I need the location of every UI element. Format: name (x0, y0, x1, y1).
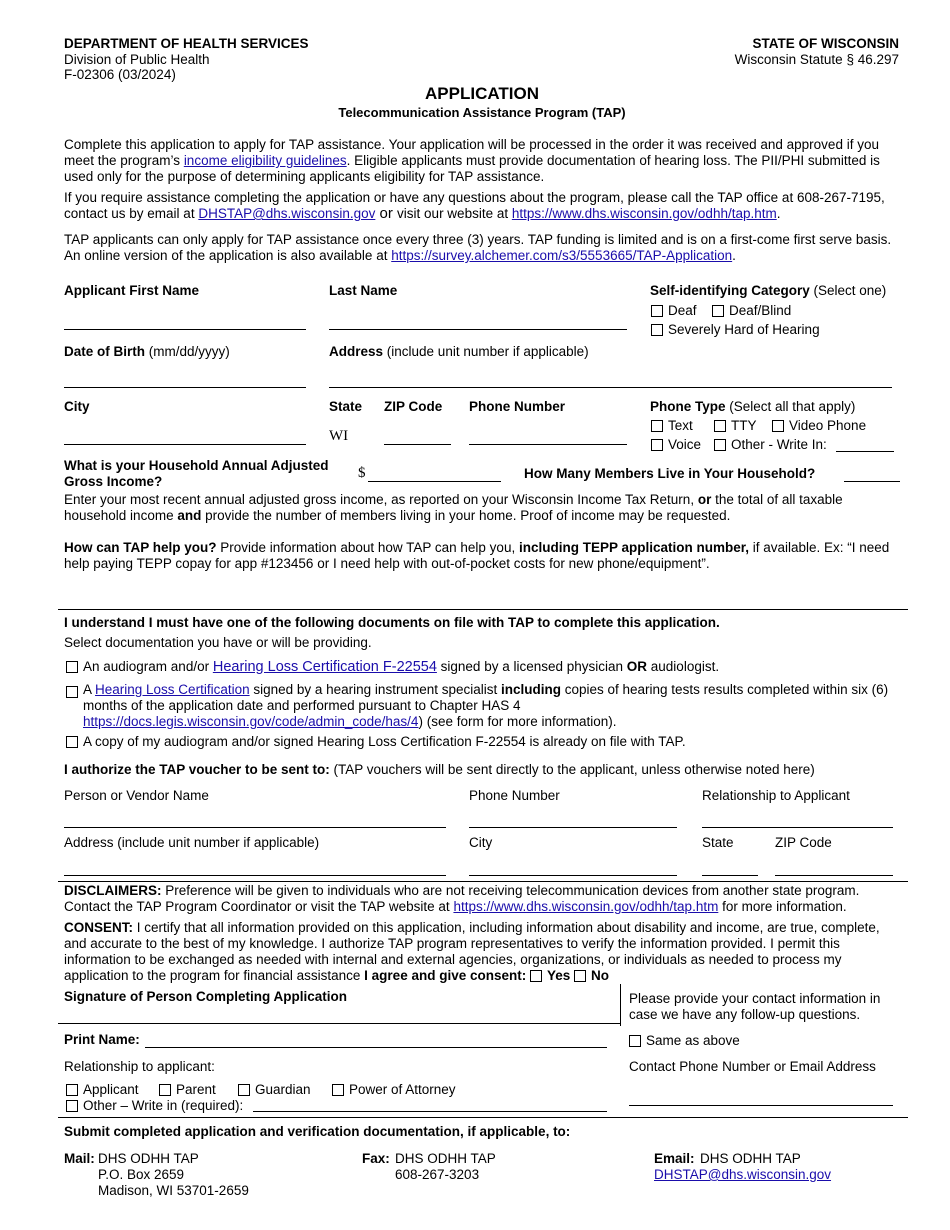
rel-other-field[interactable] (253, 1111, 607, 1112)
mail-line-1: DHS ODHH TAP (98, 1151, 199, 1166)
voice-checkbox[interactable] (651, 439, 663, 451)
voucher-heading: I authorize the TAP voucher to be sent to: (TAP vouchers will be sent directly to the applicant, unless otherwise noted here) (64, 762, 815, 777)
contact-note: Please provide your contact information in case we have any follow-up questions. (629, 991, 881, 1022)
category-severe-option[interactable]: Severely Hard of Hearing (651, 322, 820, 338)
phone-type-tty[interactable]: TTY (714, 418, 757, 434)
income-guidelines-link[interactable]: income eligibility guidelines (183, 153, 347, 168)
online-application-link[interactable]: https://survey.alchemer.com/s3/5553665/TAP-Application (391, 248, 733, 263)
rel-other-checkbox[interactable] (66, 1100, 78, 1112)
signature-label: Signature of Person Completing Application (64, 989, 348, 1004)
signature-field[interactable] (58, 1023, 620, 1024)
text-checkbox[interactable] (651, 420, 663, 432)
doc-option-1-checkbox[interactable] (66, 661, 78, 673)
state-value: WI (329, 428, 349, 444)
category-deafblind-option[interactable]: Deaf/Blind (712, 303, 791, 319)
print-name-label: Print Name: (64, 1032, 140, 1047)
deaf-checkbox[interactable] (651, 305, 663, 317)
tap-email-link[interactable]: DHSTAP@dhs.wisconsin.gov (198, 206, 376, 221)
fax-number: 608-267-3203 (395, 1167, 480, 1182)
intro-paragraph-1: Complete this application to apply for TAP assistance. Your application will be processed in the order it was received and approved if you meet the program’s income eligibility guidelines. Eligible applicants must provide documentation of hearing loss. The PII/PHI submitted is used only for the purpose of determining applicants eligibility for TAP assistance. (64, 137, 880, 184)
disclaimer-website-link[interactable]: https://www.dhs.wisconsin.gov/odhh/tap.htm (453, 899, 719, 914)
category-deaf-option[interactable]: Deaf (651, 303, 697, 319)
fax-line-1: DHS ODHH TAP (395, 1151, 496, 1166)
intro-paragraph-3: TAP applicants can only apply for TAP assistance once every three (3) years. TAP funding is limited and is on a first-come first serve basis. An online version of the application is also available at https://survey.alchemer.com/s3/5553665/TAP-Application. (64, 232, 892, 263)
phone-type-other[interactable]: Other - Write In: (714, 437, 827, 453)
mail-line-2: P.O. Box 2659 (98, 1167, 185, 1182)
page-subtitle: Telecommunication Assistance Program (TAP) (338, 105, 626, 120)
contact-info-field[interactable] (629, 1105, 893, 1106)
dob-field[interactable] (64, 387, 306, 388)
phone-type-voice[interactable]: Voice (651, 437, 701, 453)
voucher-address-field[interactable] (64, 875, 446, 876)
rel-poa-option[interactable]: Power of Attorney (332, 1082, 456, 1098)
consent: CONSENT: I certify that all information provided on this application, including information about disability and income, are true, complete, and accurate to the best of my knowledge. I authorize TAP program representatives to verify the information provided. I permit this information to be exchanged as needed with internal and external agencies, organizations, or individuals as needed to process my application to the program for financial assistance I agree and give consent: Yes No (64, 920, 880, 983)
other-checkbox[interactable] (714, 439, 726, 451)
help-question: How can TAP help you? Provide information about how TAP can help you, including TEPP application number, if available. Ex: “I need help paying TEPP copay for app #123456 or I need help with out-of-pocket costs for new phone/equipment”. (64, 540, 890, 571)
doc-option-3[interactable]: A copy of my audiogram and/or signed Hearing Loss Certification F-22554 is already on file with TAP. (66, 734, 686, 750)
income-field[interactable] (368, 481, 501, 482)
section-divider (58, 609, 908, 610)
division-name: Division of Public Health (64, 52, 210, 67)
department-name: DEPARTMENT OF HEALTH SERVICES (64, 36, 309, 51)
voucher-phone-label: Phone Number (469, 788, 560, 803)
voucher-city-field[interactable] (469, 875, 677, 876)
city-label: City (64, 399, 90, 414)
deafblind-checkbox[interactable] (712, 305, 724, 317)
tty-checkbox[interactable] (714, 420, 726, 432)
voucher-phone-field[interactable] (469, 827, 677, 828)
section-divider-3 (58, 1117, 908, 1118)
last-name-label: Last Name (329, 283, 398, 298)
intro-paragraph-2: If you require assistance completing the application or have any questions about the program, please call the TAP office at 608-267-7195, contact us by email at DHSTAP@dhs.wisconsin.gov or visit our website at https://www.dhs.wisconsin.gov/odhh/tap.htm. (64, 190, 885, 222)
doc-option-1[interactable]: An audiogram and/or Hearing Loss Certification F-22554 signed by a licensed physician OR audiologist. (66, 659, 906, 675)
doc-option-2-checkbox[interactable] (66, 686, 78, 698)
docs-heading: I understand I must have one of the following documents on file with TAP to complete this application. (64, 615, 720, 630)
voucher-state-label: State (702, 835, 734, 850)
disclaimers: DISCLAIMERS: Preference will be given to individuals who are not receiving telecommunication devices from another state program. Contact the TAP Program Coordinator or visit the TAP website at https://www.dhs.wisconsin.gov/odhh/tap.htm for more information. (64, 883, 860, 914)
admin-code-link[interactable]: https://docs.legis.wisconsin.gov/code/admin_code/has/4 (83, 714, 419, 729)
form-number: F-02306 (03/2024) (64, 67, 176, 82)
other-phone-type-field[interactable] (836, 451, 894, 452)
voucher-address-label: Address (include unit number if applicable) (64, 835, 320, 850)
submit-heading: Submit completed application and verification documentation, if applicable, to: (64, 1124, 571, 1139)
mail-label: Mail: (64, 1151, 95, 1166)
vendor-name-field[interactable] (64, 827, 446, 828)
relationship-to-applicant-label: Relationship to applicant: (64, 1059, 215, 1074)
city-field[interactable] (64, 444, 306, 445)
dollar-sign: $ (358, 465, 366, 481)
members-field[interactable] (844, 481, 900, 482)
address-label: Address (include unit number if applicable) (329, 344, 589, 359)
state-name: STATE OF WISCONSIN (752, 36, 899, 51)
rel-poa-checkbox[interactable] (332, 1084, 344, 1096)
doc-option-3-checkbox[interactable] (66, 736, 78, 748)
same-as-above-checkbox[interactable] (629, 1035, 641, 1047)
email-line-1: DHS ODHH TAP (700, 1151, 801, 1166)
doc-option-2: A Hearing Loss Certification signed by a hearing instrument specialist including copies of hearing tests results completed within six (6) months of the application date and performed pursuant to Chapter HAS 4 https://docs.legis.wisconsin.gov/code/admin_code/has/4) (see form for more information). (83, 682, 889, 729)
hearing-loss-cert-link-2[interactable]: Hearing Loss Certification (95, 682, 250, 697)
relationship-label: Relationship to Applicant (702, 788, 850, 803)
signature-divider (620, 984, 621, 1026)
rel-guardian-checkbox[interactable] (238, 1084, 250, 1096)
phone-type-text[interactable]: Text (651, 418, 693, 434)
state-label: State (329, 399, 363, 414)
rel-parent-option[interactable]: Parent (159, 1082, 216, 1098)
same-as-above-option[interactable]: Same as above (629, 1033, 740, 1049)
help-answer-field[interactable] (64, 574, 894, 606)
contact-info-label: Contact Phone Number or Email Address (629, 1059, 876, 1074)
hearing-loss-cert-link[interactable]: Hearing Loss Certification F-22554 (212, 659, 437, 675)
submit-email-link[interactable]: DHSTAP@dhs.wisconsin.gov (654, 1167, 832, 1182)
consent-no-checkbox[interactable] (574, 970, 586, 982)
statute: Wisconsin Statute § 46.297 (734, 52, 899, 67)
last-name-field[interactable] (329, 329, 627, 330)
category-label: Self-identifying Category (Select one) (650, 283, 887, 298)
page-title: APPLICATION (425, 84, 539, 103)
phone-field[interactable] (469, 444, 627, 445)
first-name-label: Applicant First Name (64, 283, 200, 298)
phone-label: Phone Number (469, 399, 566, 414)
video-phone-checkbox[interactable] (772, 420, 784, 432)
address-field[interactable] (329, 387, 892, 388)
voucher-zip-field[interactable] (775, 875, 893, 876)
tap-website-link[interactable]: https://www.dhs.wisconsin.gov/odhh/tap.htm (511, 206, 777, 221)
section-divider-2 (58, 881, 908, 882)
rel-parent-checkbox[interactable] (159, 1084, 171, 1096)
rel-guardian-option[interactable]: Guardian (238, 1082, 311, 1098)
dob-label: Date of Birth (mm/dd/yyyy) (64, 344, 230, 359)
zip-field[interactable] (384, 444, 451, 445)
rel-applicant-checkbox[interactable] (66, 1084, 78, 1096)
doc-option-2-checkbox-wrap[interactable] (66, 684, 80, 699)
phone-type-label: Phone Type (Select all that apply) (650, 399, 856, 414)
first-name-field[interactable] (64, 329, 306, 330)
income-note: Enter your most recent annual adjusted gross income, as reported on your Wisconsin Income Tax Return, or the total of all taxable household income and provide the number of members living in your home. Proof of income may be requested. (64, 492, 843, 523)
email-label: Email: (654, 1151, 695, 1166)
voucher-state-field[interactable] (702, 875, 758, 876)
fax-label: Fax: (362, 1151, 390, 1166)
income-label: What is your Household Annual Adjusted Gross Income? (64, 458, 329, 489)
voucher-zip-label: ZIP Code (775, 835, 832, 850)
phone-type-video[interactable]: Video Phone (772, 418, 866, 434)
consent-yes-checkbox[interactable] (530, 970, 542, 982)
docs-subheading: Select documentation you have or will be providing. (64, 635, 372, 650)
print-name-field[interactable] (145, 1047, 607, 1048)
relationship-field[interactable] (702, 827, 893, 828)
vendor-name-label: Person or Vendor Name (64, 788, 209, 803)
severe-hoh-checkbox[interactable] (651, 324, 663, 336)
voucher-city-label: City (469, 835, 493, 850)
zip-label: ZIP Code (384, 399, 443, 414)
mail-line-3: Madison, WI 53701-2659 (98, 1183, 249, 1198)
rel-other-option[interactable]: Other – Write in (required): (66, 1098, 243, 1114)
members-label: How Many Members Live in Your Household? (524, 466, 816, 481)
rel-applicant-option[interactable]: Applicant (66, 1082, 139, 1098)
